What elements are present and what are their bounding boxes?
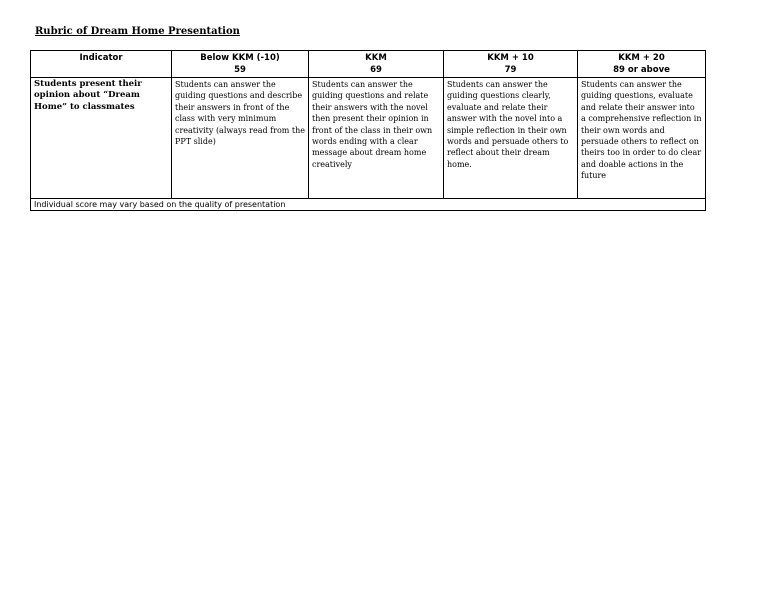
header-kkm-20-score: 89 or above: [613, 65, 670, 75]
header-kkm-score: 69: [370, 65, 382, 75]
kkm-20-cell: Students can answer the guiding questions, evaluate and relate their answer into a comprehensive reflection in their own words and persuade others to reflect on theirs too in order to do clear and doable actions in the future: [578, 78, 706, 199]
table-row: [31, 78, 706, 199]
header-indicator: [31, 51, 172, 78]
note-row: [31, 199, 706, 211]
note-cell: Individual score may vary based on the quality of presentation: [31, 199, 706, 211]
header-indicator-label: Indicator: [79, 53, 123, 63]
kkm-cell: Students can answer the guiding questions and relate their answers with the novel then present their opinion in front of the class in their own words ending with a clear message about dream home creatively: [309, 78, 444, 199]
indicator-cell: Students present their opinion about “Dream Home” to classmates: [31, 78, 172, 199]
below-kkm-cell: Students can answer the guiding questions and describe their answers in front of the class with very minimum creativity (always read from the PPT slide): [172, 78, 309, 199]
header-row: [31, 51, 706, 78]
header-below-kkm-label: Below KKM (-10): [200, 53, 280, 63]
rubric-table: [30, 50, 706, 211]
page-title: Rubric of Dream Home Presentation: [35, 26, 240, 37]
header-kkm-label: KKM: [365, 53, 387, 63]
header-kkm-20: [578, 51, 706, 78]
header-kkm: [309, 51, 444, 78]
header-kkm-20-label: KKM + 20: [618, 53, 665, 63]
header-kkm-10: [444, 51, 578, 78]
header-kkm-10-score: 79: [504, 65, 517, 75]
header-below-kkm: [172, 51, 309, 78]
header-kkm-10-label: KKM + 10: [487, 53, 534, 63]
kkm-10-cell: Students can answer the guiding questions clearly, evaluate and relate their answer with the novel into a simple reflection in their own words and persuade others to reflect about their dream home.: [444, 78, 578, 199]
header-below-kkm-score: 59: [234, 65, 246, 75]
